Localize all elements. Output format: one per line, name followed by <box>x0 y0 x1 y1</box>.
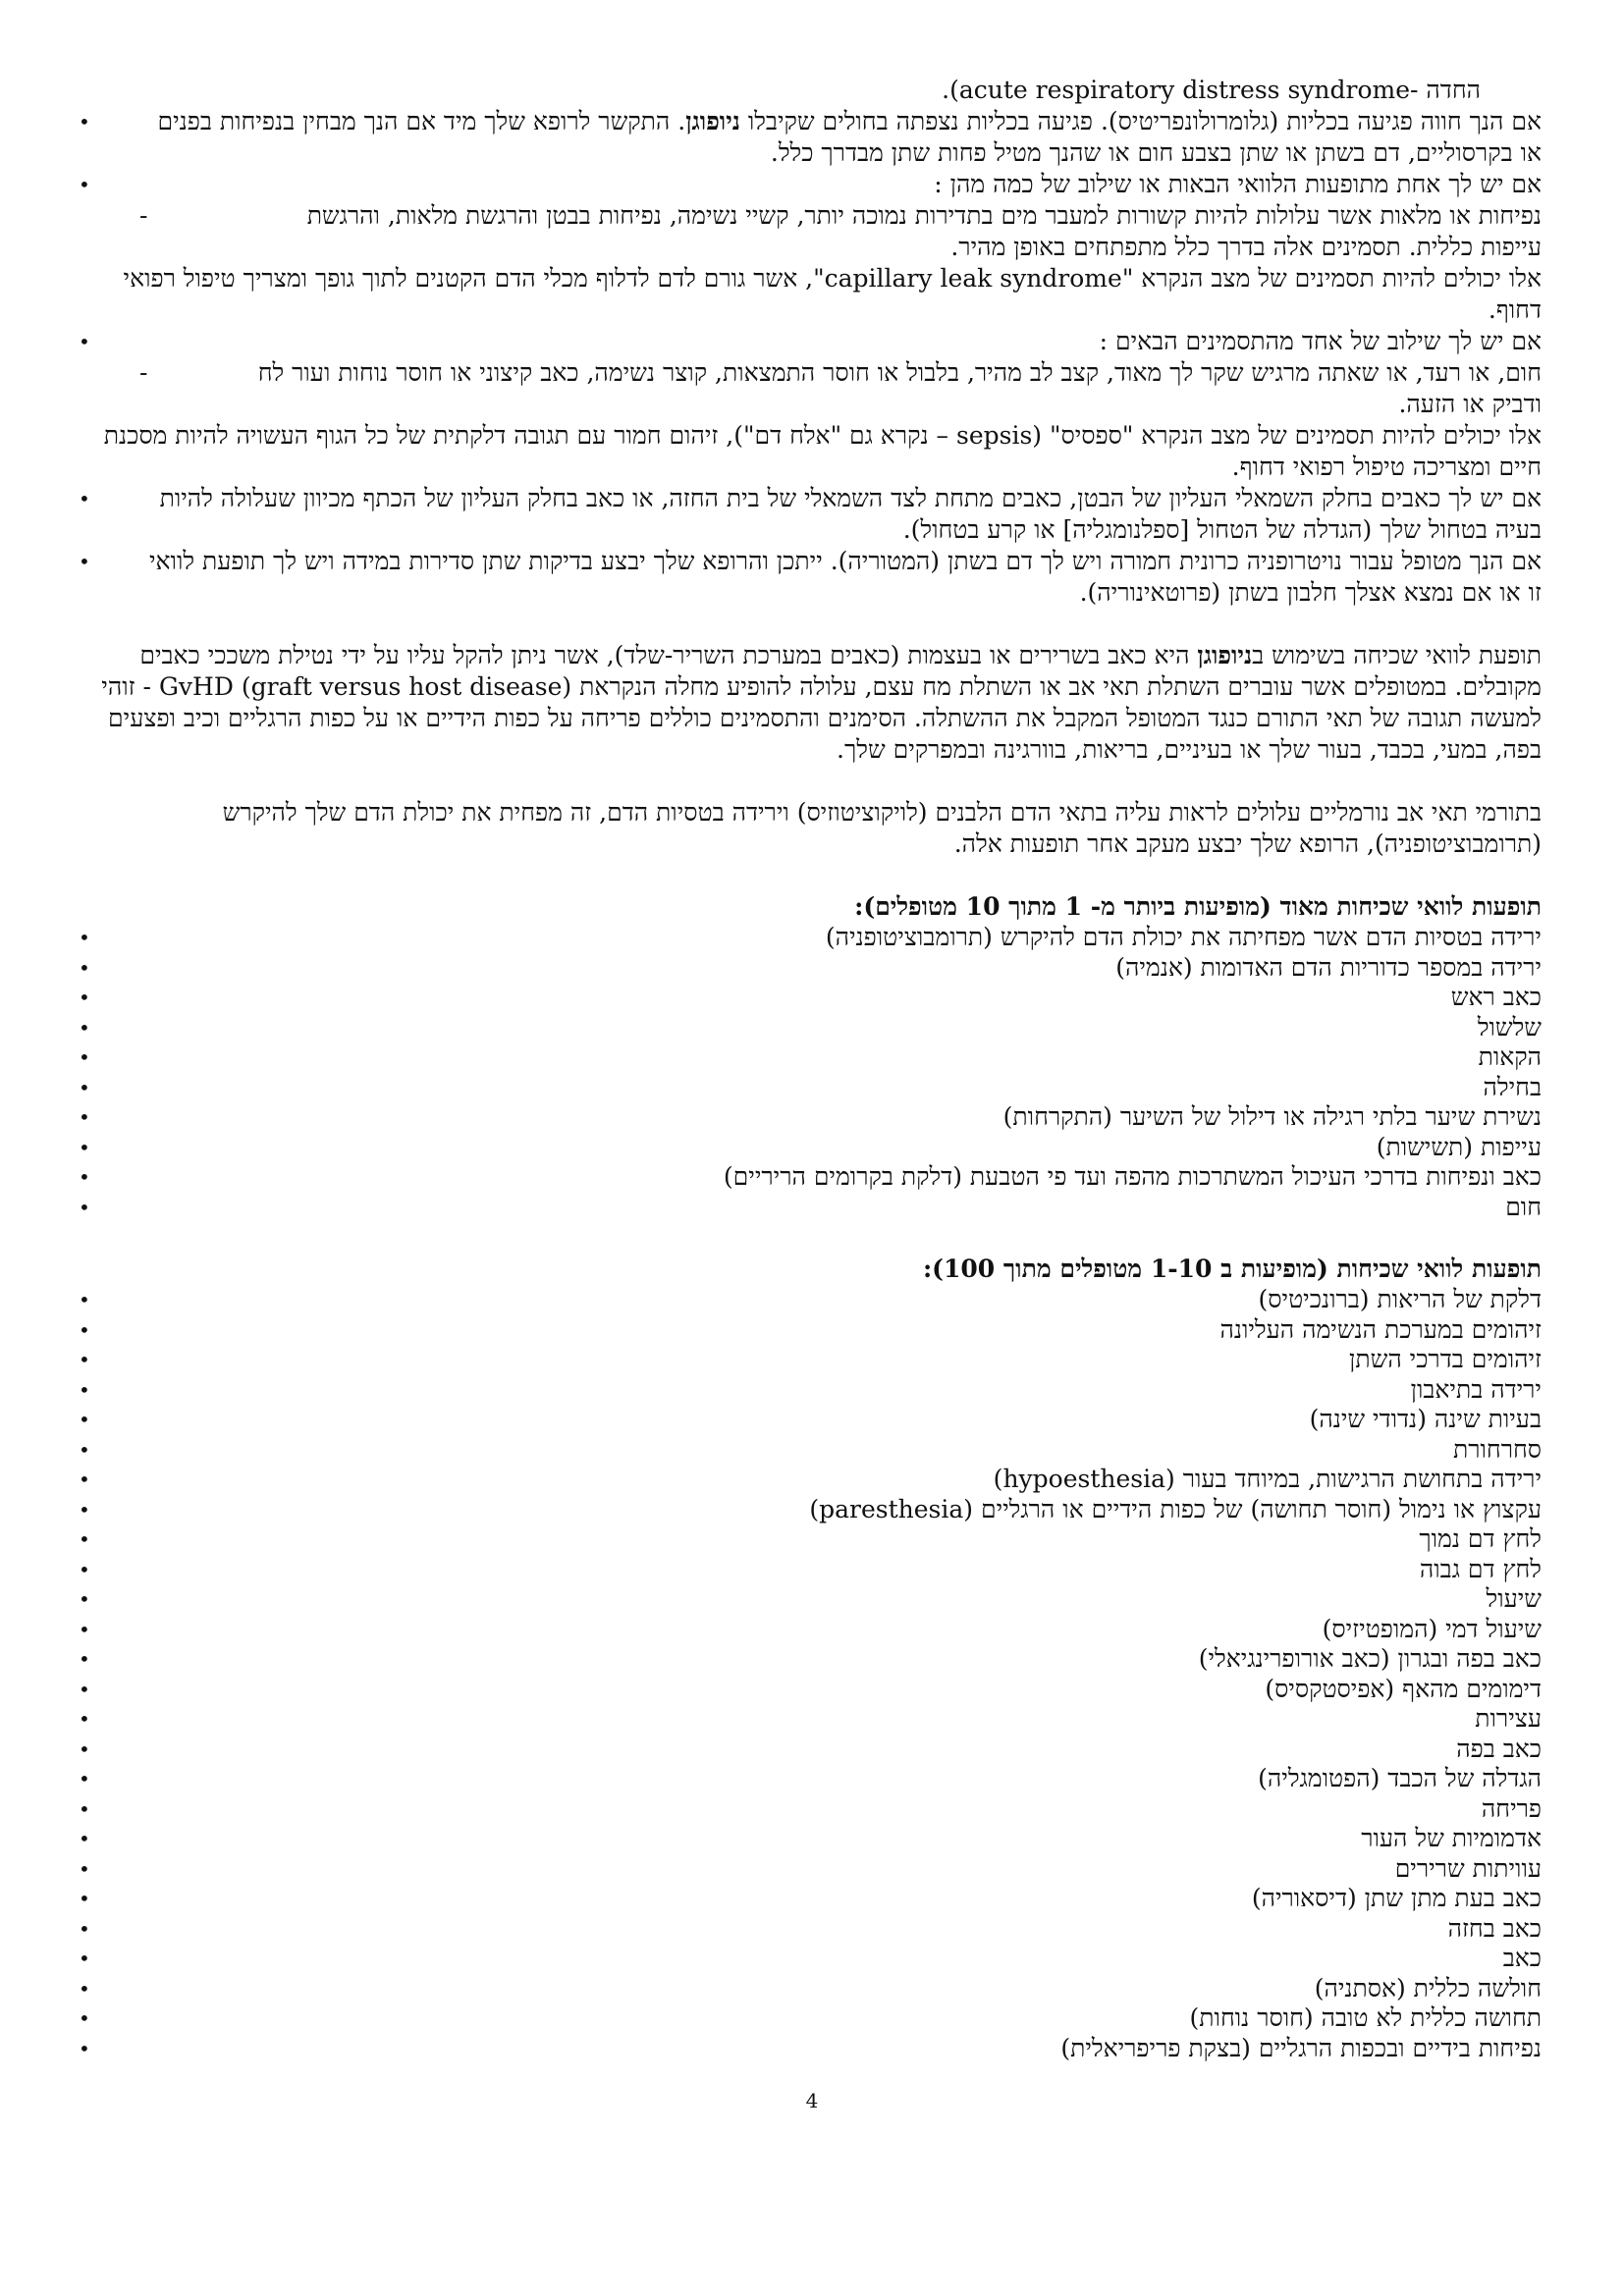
side-effect-item: • דלקת של הריאות (ברונכיטיס) <box>139 1285 1542 1315</box>
side-effect-item: • בעיות שינה (נדודי שינה) <box>139 1405 1542 1435</box>
side-effect-item: • עוויתות שרירים <box>139 1854 1542 1885</box>
top-fragment: החדה -acute respiratory distress syndrome). <box>942 76 1481 104</box>
side-effect-item: • פריחה <box>139 1794 1542 1825</box>
side-effect-item: • ירידה בטסיות הדם אשר מפחיתה את יכולת הדם להיקרש (תרומבוציטופניה) <box>139 923 1542 953</box>
side-effect-item: • כאב ראש <box>139 983 1542 1013</box>
common-list <box>139 1285 1542 2063</box>
symptom-sublist <box>139 200 1542 263</box>
side-effect-item: • נשירת שיער בלתי רגילה או דילול של השיער (התקרחות) <box>139 1102 1542 1133</box>
side-effect-item: • כאב <box>139 1944 1542 1974</box>
warning-text: אם הנך חווה פגיעה בכליות (גלומרולונפריטיס). פגיעה בכליות נצפתה בחולים שקיבלו <box>739 107 1542 135</box>
side-effect-item: • עצירות <box>139 1704 1542 1735</box>
side-effect-item: • עקצוץ או נימול (חוסר תחושה) של כפות הידיים או הרגליים (paresthesia) <box>139 1495 1542 1525</box>
side-effect-item: • תחושה כללית לא טובה (חוסר נוחות) <box>139 2003 1542 2034</box>
warning-text: אם יש לך שילוב של אחד מהתסמינים הבאים : <box>1099 327 1542 355</box>
side-effect-item: • כאב בחזה <box>139 1914 1542 1945</box>
side-effect-item: • אדמומיות של העור <box>139 1824 1542 1854</box>
side-effect-item: • ירידה בתחושת הרגישות, במיוחד בעור (hypoesthesia) <box>139 1465 1542 1495</box>
very-common-heading: תופעות לוואי שכיחות מאוד (מופיעות ביותר מ- 1 מתוך 10 מטופלים): <box>854 892 1542 921</box>
common-heading: תופעות לוואי שכיחות (מופיעות ב 1-10 מטופלים מתוך 100): <box>922 1255 1542 1283</box>
paragraph-text: היא כאב בשרירים או בעצמות (כאבים במערכת השריר-שלד), אשר ניתן להקל עליו על ידי נטילת משככי כאבים מקובלים. במטופלים אשר עוברים השתלת תאי אב או השתלת מח עצם, עלולה להופיע מחלה הנקראת GvHD (graft versus host disease) - זוהי למעשה תגובה של תאי התורם כנגד המטופל המקבל את ההשתלה. הסימנים והתסמינים כוללים פריחה על כפות הידיים או על כפות הרגליים וכיב ופצעים בפה, במעי, בכבד, בעור שלך או בעיניים, בריאות, בוורגינה ובמפרקים שלך. <box>101 641 1542 764</box>
warning-item: • אם יש לך כאבים בחלק השמאלי העליון של הבטן, כאבים מתחת לצד השמאלי של בית החזה, או כאב בחלק העליון של הכתף מכיוון שעלולה להיות בעיה בטחול שלך (הגדלה של הטחול [ספלנומגליה] או קרע בטחול). <box>139 483 1542 546</box>
side-effect-item: • שלשול <box>139 1013 1542 1043</box>
side-effect-item: • הגדלה של הכבד (הפטומגליה) <box>139 1764 1542 1794</box>
warning-item <box>139 106 1542 169</box>
warning-note: אלו יכולים להיות תסמינים של מצב הנקרא "capillary leak syndrome", אשר גורם לדם לדלוף מכלי הדם הקטנים לתוך גופך ומצריך טיפול רפואי דחוף. <box>123 264 1542 324</box>
side-effect-item: • חולשה כללית (אסתניה) <box>139 1974 1542 2004</box>
side-effect-item: • ירידה במספר כדוריות הדם האדומות (אנמיה) <box>139 953 1542 984</box>
warning-list <box>79 106 1542 263</box>
symptom-sublist <box>139 357 1542 420</box>
drug-name: ניופוגן <box>685 107 740 135</box>
side-effect-item: • שיעול <box>139 1584 1542 1615</box>
side-effect-item: • ירידה בתיאבון <box>139 1375 1542 1406</box>
symptom-subitem: - נפיחות או מלאות אשר עלולות להיות קשורות למעבר מים בתדירות נמוכה יותר, קשיי נשימה, נפיחות בבטן והרגשת מלאות, והרגשת עייפות כללית. תסמינים אלה בדרך כלל מתפתחים באופן מהיר. <box>247 200 1542 263</box>
side-effect-item: • זיהומים במערכת הנשימה העליונה <box>139 1315 1542 1346</box>
side-effect-item: • זיהומים בדרכי השתן <box>139 1345 1542 1375</box>
side-effect-item: • לחץ דם גבוה <box>139 1555 1542 1585</box>
very-common-list <box>139 923 1542 1222</box>
leaflet-page <box>79 75 1542 2063</box>
side-effect-item: • כאב ונפיחות בדרכי העיכול המשתרכות מהפה ועד פי הטבעת (דלקת בקרומים הריריים) <box>139 1162 1542 1193</box>
symptom-subitem: - חום, או רעד, או שאתה מרגיש שקר לך מאוד, קצב לב מהיר, בלבול או חוסר התמצאות, קוצר נשימה, כאב קיצוני או חוסר נוחות ועור לח ודביק או הזעה. <box>247 357 1542 420</box>
paragraph-musculoskeletal <box>79 640 1542 766</box>
side-effect-item: • כאב בפה <box>139 1735 1542 1765</box>
side-effect-item: • הקאות <box>139 1042 1542 1073</box>
warning-text: . התקשר לרופא שלך מיד אם הנך מבחין בנפיחות בפנים או בקרסוליים, דם בשתן או שתן בצבע חום או שהנך מטיל פחות שתן מבדרך כלל. <box>157 107 1542 167</box>
side-effect-item: • דימומים מהאף (אפיסטקסיס) <box>139 1675 1542 1705</box>
side-effect-item: • שיעול דמי (המופטיזיס) <box>139 1615 1542 1645</box>
warning-list <box>79 326 1542 420</box>
side-effect-item: • כאב בעת מתן שתן (דיסאוריה) <box>139 1884 1542 1914</box>
page-number: 4 <box>805 2089 819 2112</box>
paragraph-donors: בתורמי תאי אב נורמליים עלולים לראות עליה בתאי הדם הלבנים (לויקוציטוזיס) וירידה בטסיות הדם, זה מפחית את יכולת הדם שלך להיקרש (תרומבוציטופניה), הרופא שלך יבצע מעקב אחר תופעות אלה. <box>222 798 1542 858</box>
side-effect-item: • בחילה <box>139 1073 1542 1103</box>
warning-list <box>79 483 1542 609</box>
warning-item: • אם הנך מטופל עבור נויטרופניה כרונית חמורה ויש לך דם בשתן (המטוריה). ייתכן והרופא שלך יבצע בדיקות שתן סדירות במידה ויש לך תופעת לוואי זו או אם נמצא אצלך חלבון בשתן (פרוטאינוריה). <box>139 546 1542 609</box>
warning-item <box>139 169 1542 263</box>
side-effect-item: • סחרחורת <box>139 1435 1542 1466</box>
side-effect-item: • חום <box>139 1193 1542 1223</box>
side-effect-item: • נפיחות בידיים ובכפות הרגליים (בצקת פריפריאלית) <box>139 2034 1542 2064</box>
side-effect-item: • כאב בפה ובגרון (כאב אורופרינגיאלי) <box>139 1644 1542 1675</box>
warning-text: אם יש לך אחת מתופעות הלוואי הבאות או שילוב של כמה מהן : <box>934 170 1542 198</box>
side-effect-item: • עייפות (תשישות) <box>139 1133 1542 1163</box>
drug-name: ניופוגן <box>1197 641 1253 669</box>
paragraph-text: תופעת לוואי שכיחה בשימוש ב <box>1252 641 1542 669</box>
warning-item <box>139 326 1542 420</box>
side-effect-item: • לחץ דם נמוך <box>139 1524 1542 1555</box>
warning-note: אלו יכולים להיות תסמינים של מצב הנקרא "ספסיס" (sepsis – נקרא גם "אלח דם"), זיהום חמור עם תגובה דלקתית של כל הגוף העשויה להיות מסכנת חיים ומצריכה טיפול רפואי דחוף. <box>103 421 1542 481</box>
